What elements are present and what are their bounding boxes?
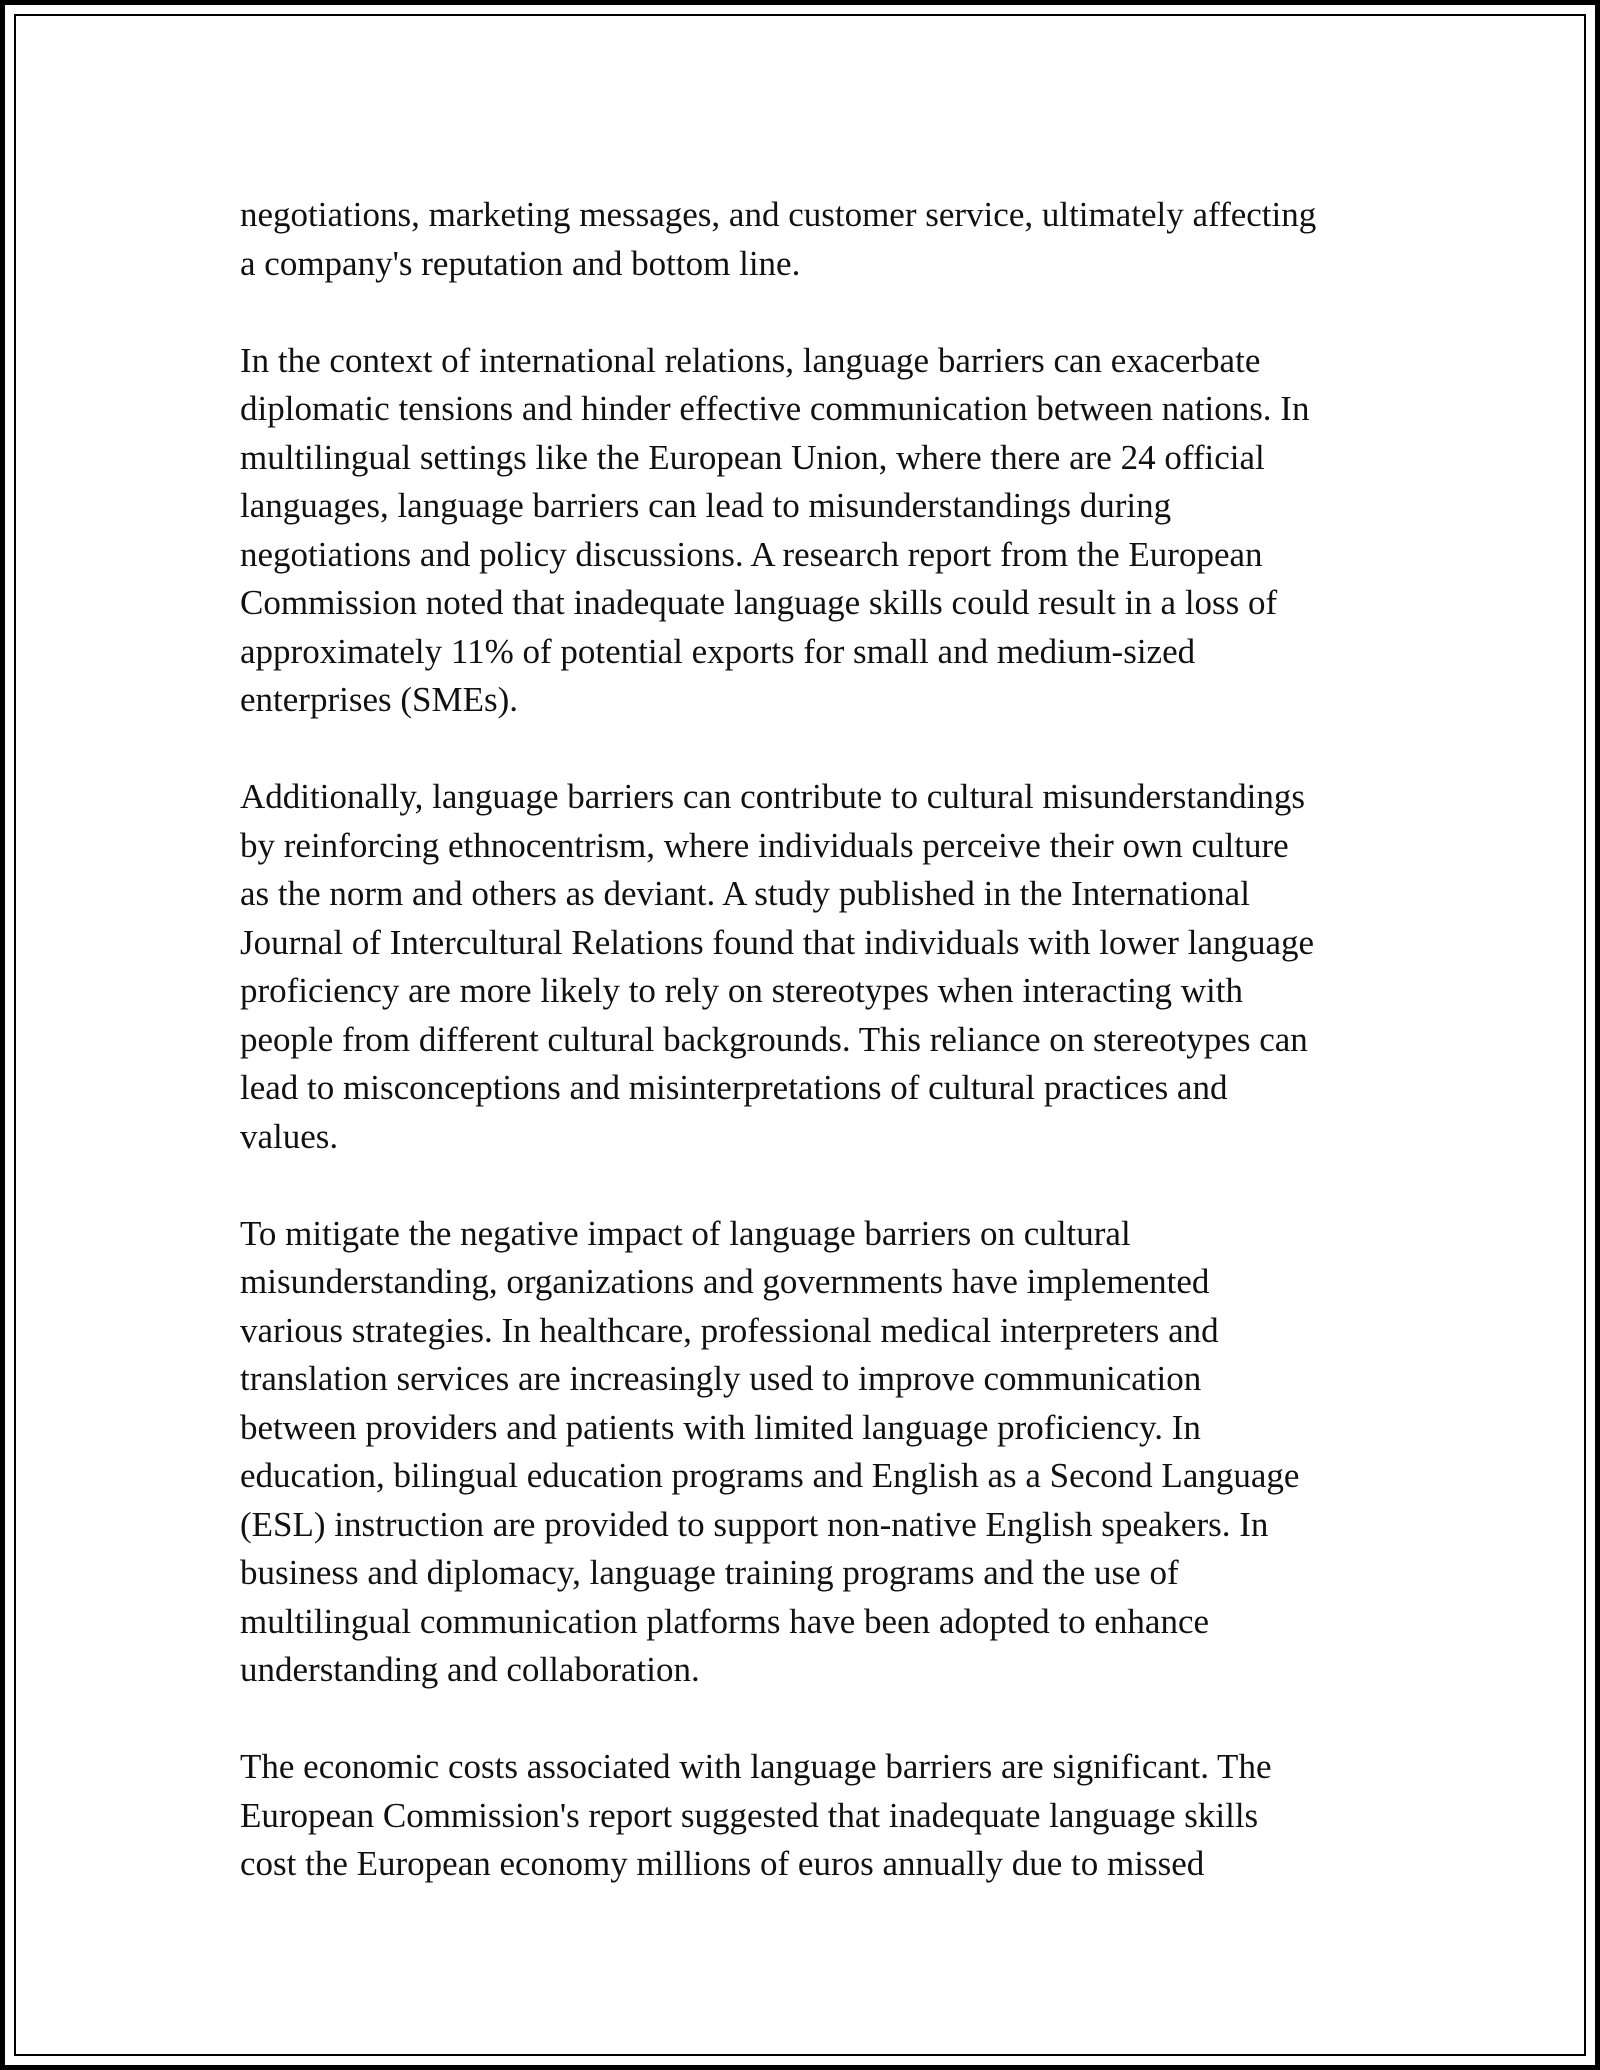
paragraph-1: negotiations, marketing messages, and customer service, ultimately affecting a company's reputation and bottom line. [240,195,1317,283]
paragraph-2: In the context of international relations, language barriers can exacerbate diplomatic tensions and hinder effective communication between nations. In multilingual settings like the European Union, where there are 24 official languages, language barriers can lead to misunderstandings during negotiations and policy discussions. A research report from the European Commission noted that inadequate language skills could result in a loss of approximately 11% of potential exports for small and medium-sized enterprises (SMEs). [240,340,1310,719]
paragraph-4: To mitigate the negative impact of language barriers on cultural misunderstanding, organizations and governments have implemented various strategies. In healthcare, professional medical interpreters and translation services are increasingly used to improve communication between providers and patients with limited language proficiency. In education, bilingual education programs and English as a Second Language (ESL) instruction are provided to support non-native English speakers. In business and diplomacy, language training programs and the use of multilingual communication platforms have been adopted to enhance understanding and collaboration. [240,1213,1300,1689]
paragraph-5: The economic costs associated with language barriers are significant. The European Commission's report suggested that inadequate language skills cost the European economy millions of euros annually due to missed [240,1747,1272,1883]
paragraph-3: Additionally, language barriers can contribute to cultural misunderstandings by reinforcing ethnocentrism, where individuals perceive their own culture as the norm and others as deviant. A study published in the International Journal of Intercultural Relations found that individuals with lower language proficiency are more likely to rely on stereotypes when interacting with people from different cultural backgrounds. This reliance on stereotypes can lead to misconceptions and misinterpretations of cultural practices and values. [240,777,1315,1156]
document-body [240,191,1380,1889]
